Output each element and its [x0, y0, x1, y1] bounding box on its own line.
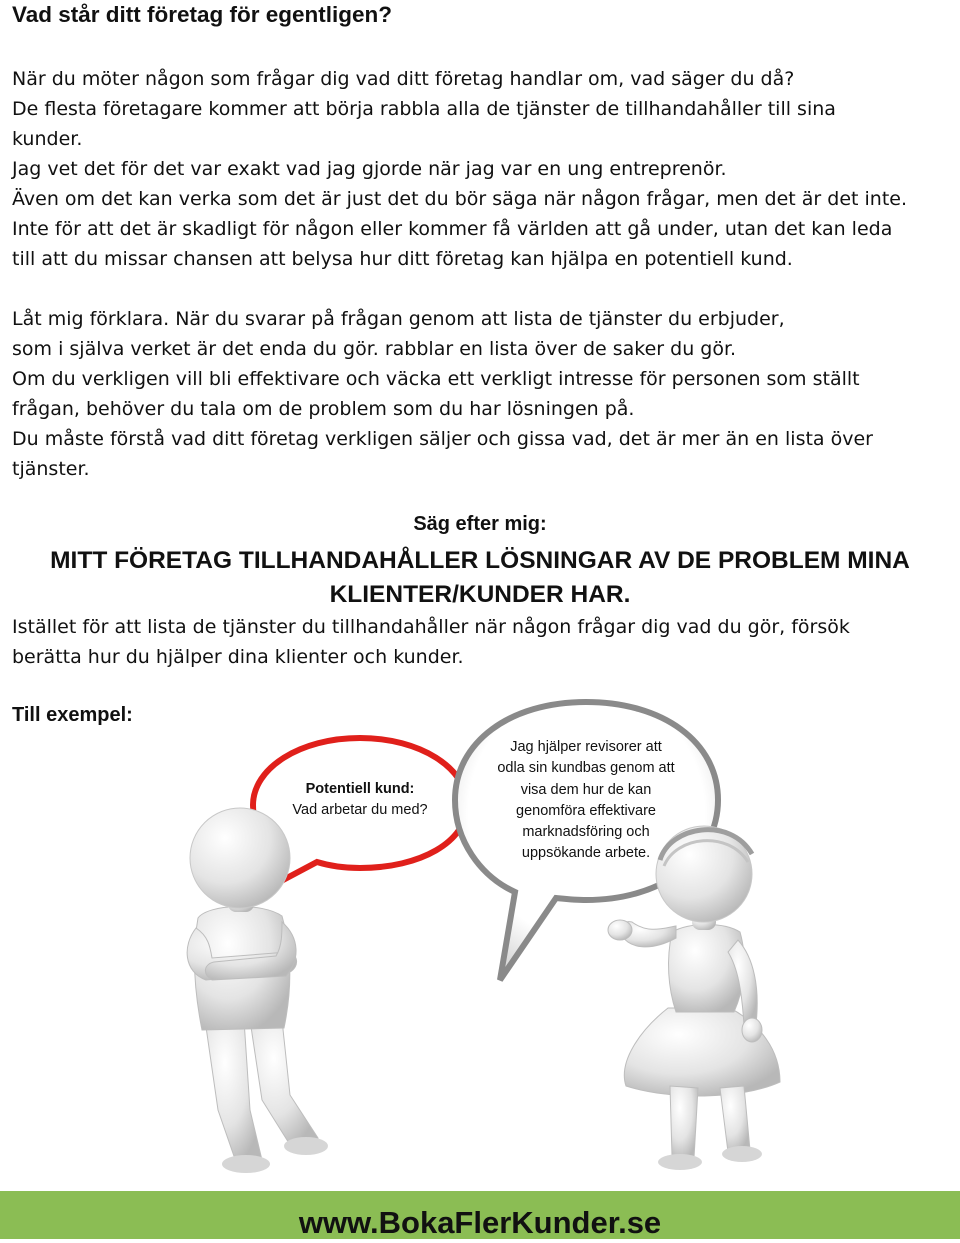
explain-line: tjänster. [12, 458, 90, 480]
intro-line: kunder. [12, 128, 83, 150]
answer-line: uppsökande arbete. [521, 845, 651, 862]
slogan [0, 544, 960, 612]
intro-line: till att du missar chansen att belysa hur ditt företag kan hjälpa en potentiell kund. [12, 248, 793, 270]
answer-line: visa dem hur de kan [520, 781, 652, 798]
answer-line: odla sin kundbas genom att [497, 760, 675, 777]
customer-speaker-label: Potentiell kund: [305, 781, 415, 797]
answer-bubble-text [470, 737, 702, 865]
example-label: Till exempel: [12, 704, 133, 726]
intro-line: När du möter någon som frågar dig vad ditt företag handlar om, vad säger du då? [12, 68, 795, 90]
intro-line: Jag vet det för det var exakt vad jag gjorde när jag var en ung entreprenör. [12, 158, 727, 180]
intro-line: Inte för att det är skadligt för någon eller kommer få världen att gå under, utan det kan leda [12, 218, 893, 240]
customer-question: Vad arbetar du med? [292, 802, 428, 818]
answer-line: marknadsföring och [522, 824, 650, 841]
intro-line: Även om det kan verka som det är just det du bör säga när någon frågar, men det är det inte. [12, 188, 907, 210]
explain-line: frågan, behöver du tala om de problem som du har lösningen på. [12, 398, 635, 420]
intro-paragraph [12, 64, 942, 274]
instead-paragraph [12, 612, 952, 672]
answer-line: Jag hjälper revisorer att [510, 739, 662, 755]
explain-line: som i själva verket är det enda du gör. rabblar en lista över de saker du gör. [12, 338, 737, 360]
instead-line: berätta hur du hjälper dina klienter och kunder. [12, 646, 464, 668]
explain-line: Om du verkligen vill bli effektivare och väcka ett verkligt intresse för personen som ställt [12, 368, 860, 390]
slogan-line: KLIENTER/KUNDER HAR. [329, 581, 631, 608]
say-after-me-heading: Säg efter mig: [413, 513, 547, 535]
instead-line: Istället för att lista de tjänster du tillhandahåller när någon frågar dig vad du gör, försök [12, 616, 850, 638]
explain-line: Du måste förstå vad ditt företag verkligen säljer och gissa vad, det är mer än en lista över [12, 428, 873, 450]
intro-line: De flesta företagare kommer att börja rabbla alla de tjänster de tillhandahåller till sina [12, 98, 836, 120]
answer-line: genomföra effektivare [516, 802, 656, 819]
explain-line: Låt mig förklara. När du svarar på frågan genom att lista de tjänster du erbjuder, [12, 308, 785, 330]
slogan-line: MITT FÖRETAG TILLHANDAHÅLLER LÖSNINGAR AV DE PROBLEM MINA [50, 547, 910, 574]
explain-paragraph [12, 304, 952, 484]
customer-bubble-text [262, 779, 458, 821]
page-title: Vad står ditt företag för egentligen? [12, 2, 393, 27]
footer-website-link[interactable]: www.BokaFlerKunder.se [298, 1205, 662, 1240]
